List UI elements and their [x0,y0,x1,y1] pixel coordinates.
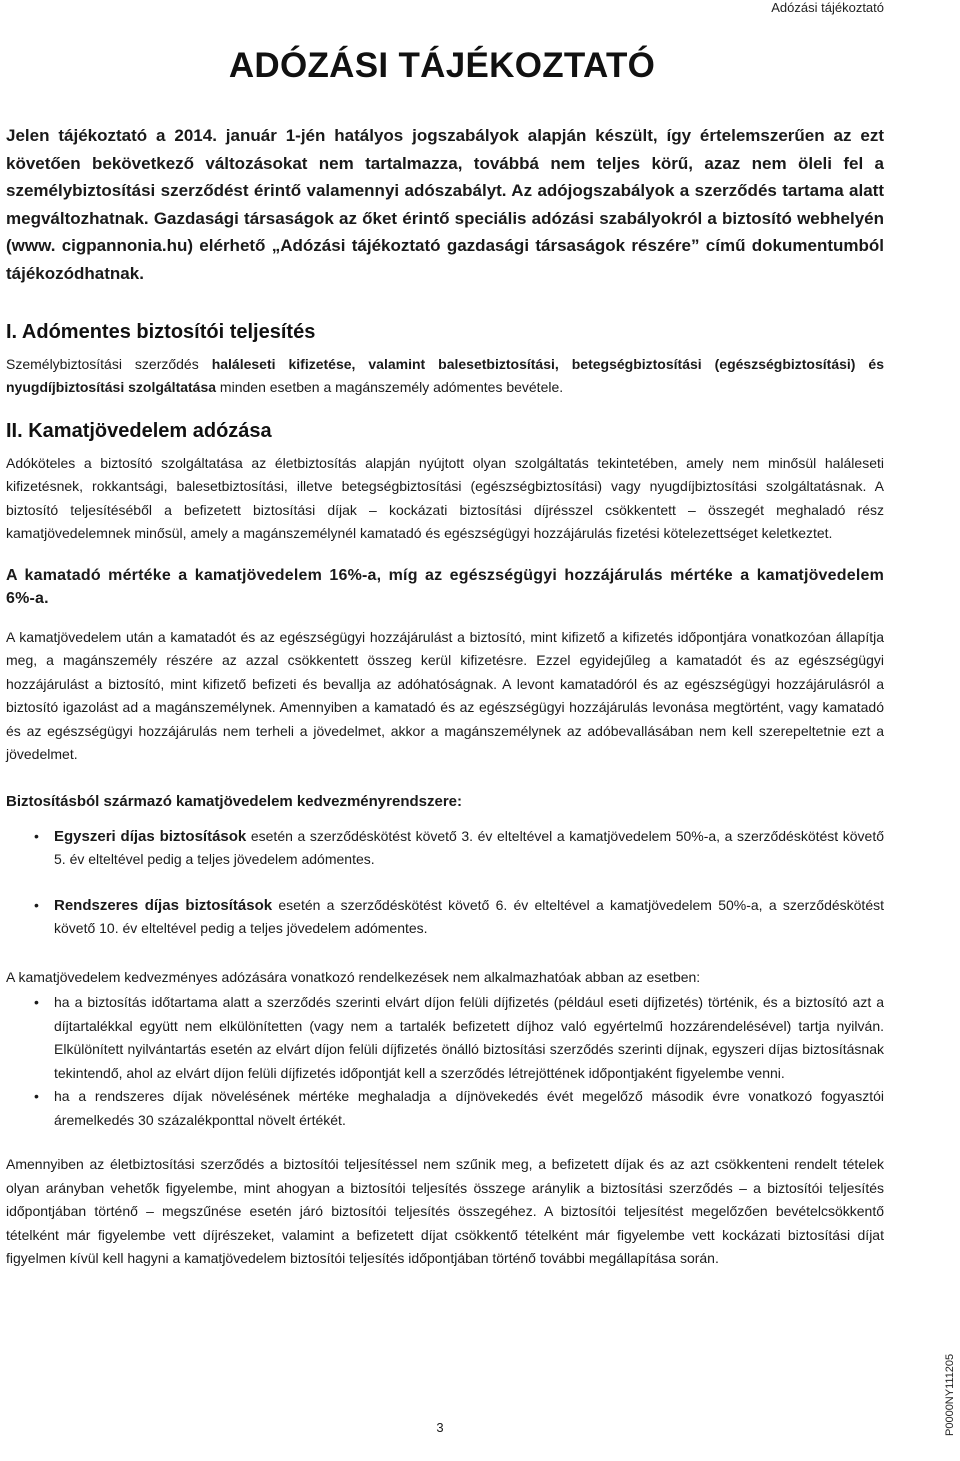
benefit-item-bold: Rendszeres díjas biztosítások [54,896,273,914]
exclusion-text: ha a rendszeres díjak növelésének mértéke meghaladja a díjnövekedés évét megelőző második évre vonatkozó fogyasztói áremelkedés 30 százalékponttal növelt értékét. [54,1088,884,1128]
section-1-text-a: Személybiztosítási szerződés [6,355,212,372]
bullet-icon: • [34,1088,39,1105]
benefit-item-text: esetén a szerződéskötést követő 3. év elteltével a kamatjövedelem 50%-a, a szerződéskötést követő 5. év elteltével pedig a teljes jövedelem adómentes. [54,827,884,868]
exclusion-item [6,991,884,1085]
section-2-heading: II. Kamatjövedelem adózása [6,419,272,442]
document-body [6,122,884,1271]
bullet-icon: • [34,827,39,844]
benefit-list [6,825,884,941]
withholding-paragraph: A kamatjövedelem után a kamatadót és az egészségügyi hozzájárulást a biztosító, mint kifizető a kifizetés időpontjára vonatkozóan állapítja meg, a magánszemély részére az azzal csökkentett összeg kerül kifizetésre. Ezzel egyidejűleg a kamatadót és az egészségügyi hozzájárulást a biztosító, mint kifizető befizeti és bevallja az adóhatóságnak. A levont kamatadóról és az egészségügyi hozzájárulásról a biztosító igazolást ad a magánszemélynek. Amennyiben a kamatadó és az egészségügyi hozzájárulás levonása megtörtént, vagy kamatadó és az egészségügyi hozzájárulás nem terheli a jövedelmet, akkor a magánszemélynek az adóbevallásában nem kell szerepeltetnie ezt a jövedelmet. [6,628,884,763]
continuation-paragraph: Amennyiben az életbiztosítási szerződés a biztosítói teljesítéssel nem szűnik meg, a befizetett díjak és az azt csökkenteni rendelt tételek olyan arányban vehetők figyelembe, mint ahogyan a biztosítói teljesítés összege aránylik a biztosítási szerződés – a biztosítói teljesítés időpontjában történő – megszűnése esetén járó biztosítói teljesítés összegéhez. A biztosítói teljesítést megelőzően bevételcsökkentő tételként már figyelembe vett díjrészeket, valamint a befizetett díjat csökkentő tételként már figyelembe vett kockázati biztosítási díjat figyelmen kívül kell hagyni a kamatjövedelem biztosítói teljesítés időpontjában történő további megállapítása során. [6,1156,884,1267]
intro-paragraph: Jelen tájékoztató a 2014. január 1-jén hatályos jogszabályok alapján készült, így értelemszerűen az ezt követően bekövetkező változásokat nem tartalmazza, továbbá nem teljes körű, azaz nem öleli fel a személybiztosítási szerződést érintő valamennyi adószabályt. Az adójogszabályok a szerződés tartama alatt megváltozhatnak. Gazdasági társaságok az őket érintő speciális adózási szabályokról a biztosító webhelyén (www. cigpannonia.hu) elérhető „Adózási tájékoztató gazdasági társaságok részére” című dokumentumból tájékozódhatnak. [6,126,884,283]
exclusions-list [6,991,884,1132]
benefit-item-single-premium [6,825,884,872]
running-header: Adózási tájékoztató [771,0,884,15]
benefit-subheading: Biztosításból származó kamatjövedelem kedvezményrendszere: [6,792,463,810]
bullet-icon: • [34,994,39,1011]
section-1-text-c: minden esetben a magánszemély adómentes bevétele. [216,379,564,396]
exclusion-text: ha a biztosítás időtartama alatt a szerződés szerinti elvárt díjon felüli díjfizetés (például eseti díjfizetés) történik, és a biztosító azt a díjtartalékkal együtt nem elkülönítetten (vagy nem a tartalék befizetett díjhoz való egyértelmű hozzárendelésével) tartja nyilván. Elkülönített nyilvántartás esetén az elvárt díjon felüli díjfizetés önálló biztosítási szerződés szerinti díjnak, egyszeri díjas biztosításnak tekintendő, ahol az elvárt díjon felüli díjfizetés időpontját kell a szerződés létrejöttének időpontjaként figyelembe venni. [54,994,884,1081]
rate-statement: A kamatadó mértéke a kamatjövedelem 16%-a, míg az egészségügyi hozzájárulás mértéke a kamatjövedelem 6%-a. [6,566,884,608]
page-title: ADÓZÁSI TÁJÉKOZTATÓ [228,46,656,85]
page-number: 3 [436,1420,444,1435]
exclusions-intro: A kamatjövedelem kedvezményes adózására vonatkozó rendelkezések nem alkalmazhatóak abban az esetben: [6,968,701,985]
benefit-item-text: esetén a szerződéskötést követő 6. év elteltével a kamatjövedelem 50%-a, a szerződéskötést követő 10. év elteltével pedig a teljes jövedelem adómentes. [54,896,885,937]
document-code: P0000NY111205 [944,1353,956,1436]
benefit-item-regular-premium [6,894,884,941]
section-1-paragraph [6,353,884,400]
section-1-text-bold: haláleseti kifizetése, valamint balesetbiztosítási, betegségbiztosítási (egészségbiztosítási) és nyugdíjbiztosítási szolgáltatása [6,355,884,396]
benefit-item-bold: Egyszeri díjas biztosítások [54,827,247,845]
taxable-paragraph: Adóköteles a biztosító szolgáltatása az életbiztosítás alapján nyújtott olyan szolgáltatás tekintetében, amely nem minősül haláleseti kifizetésnek, rokkantsági, balesetbiztosítási, illetve betegségbiztosítási (egészségbiztosítási) vagy nyugdíjbiztosítási szolgáltatásnak. A biztosító teljesítéséből a befizetett biztosítási díjak – kockázati biztosítási díjrésszel csökkentett – összegét meghaladó rész kamatjövedelemnek minősül, amely a magánszemélynél kamatadó és egészségügyi hozzájárulás fizetési kötelezettséget keletkeztet. [6,454,884,542]
section-1-heading: I. Adómentes biztosítói teljesítés [6,320,316,343]
bullet-icon: • [34,896,39,913]
exclusion-item [6,1085,884,1132]
